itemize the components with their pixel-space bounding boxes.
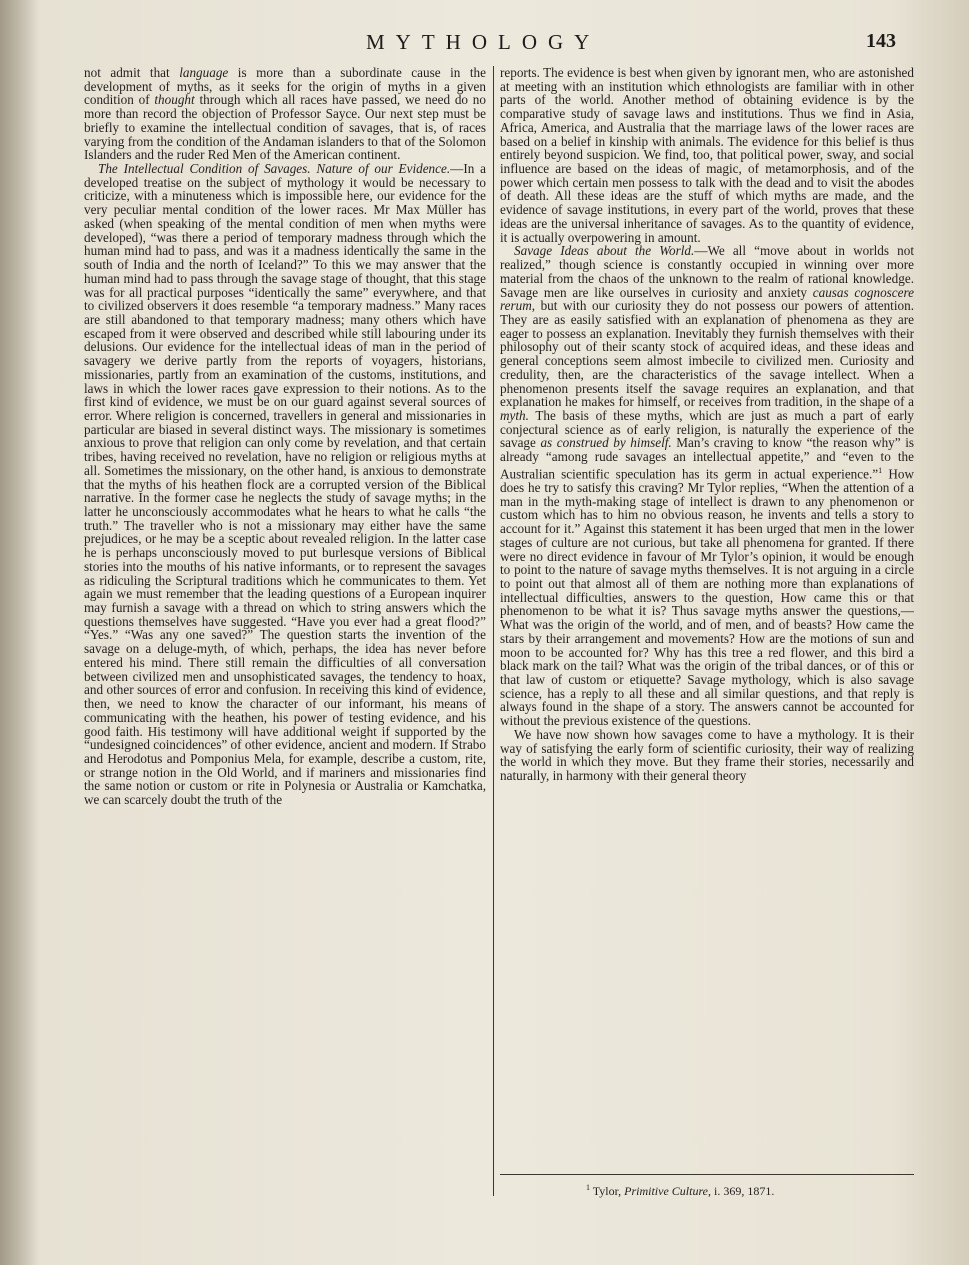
text-run: , i. 369, 1871. [708,1184,775,1198]
footnote-marker: 1 [878,465,883,475]
running-title: MYTHOLOGY [366,30,601,54]
italic-term: causas cognoscere rerum, [500,284,914,314]
paragraph [84,66,486,162]
left-column [84,66,486,807]
text-run: through which all races have passed, we need do no more than record the objection of Professor Sayce. Our next step must be briefly to examine the intellectual condition of savages, that is, of races varying from the condition of the Andaman islanders to that of the Solomon Islanders and the ruder Red Men of the American continent. [84,92,486,163]
text-run: The basis of these myths, which are just as much a part of early conjectural science as of early religion, is naturally the experience of the savage [500,407,914,451]
text-run: —In a developed treatise on the subject of mythology it would be necessary to criticize, with a minuteness which is impossible here, our evidence for the very peculiar mental condition of the lower races. Mr Max Müller has asked (when speaking of the mental condition of men when myths were developed), “was there a period of temporary madness through which the human mind had to pass, and was it a madness identically the same in the south of India and the north of Iceland?” To this we may answer that the human mind had to pass through the savage stage of thought, that this stage was for all practical purposes “identically the same” everywhere, and that to civilized observers it does resemble “a temporary madness.” Many races are still abandoned to that temporary madness; many others which have escaped from it were observed and described while still labouring under its delusions. Our evidence for the intellectual ideas of man in the period of savagery we derive partly from the reports of voyagers, historians, missionaries, partly from an examination of the customs, institutions, and laws in which the lower races gave expression to their notions. As to the first kind of evidence, we must be on our guard against several sources of error. Where religion is concerned, travellers in general and missionaries in particular are biased in several distinct ways. The missionary is sometimes anxious to prove that religion can only come by revelation, and that certain tribes, having received no revelation, have no religion or religious myths at all. Sometimes the missionary, on the other hand, is anxious to demonstrate that the myths of his heathen flock are a corrupted version of the Biblical narrative. In the former case he neglects the study of savage myths; in the latter he unconsciously accommodates what he hears to what he calls “the truth.” The traveller who is not a missionary may either have the same prejudices, or he may be a sceptic about revealed religion. In the latter case he is perhaps unconsciously moved to put burlesque versions of Biblical stories into the mouths of his native informants, or to represent the savages as ridiculing the Scriptural traditions which he communicates to them. Yet again we must remember that the leading questions of a European inquirer may furnish a savage with a thread on which to string answers which the questions themselves have suggested. “Have you ever had a great flood?” “Yes.” “Was any one saved?” The question starts the invention of the savage on a deluge-myth, of which, perhaps, the idea has never before entered his mind. There still remain the difficulties of all conversation between civilized men and unsophisticated savages, the tendency to hoax, and other sources of error and confusion. In receiving this kind of evidence, then, we need to know the character of our informant, his means of communicating with the heathen, his power of testing evidence, and his good faith. His testimony will have additional weight if supported by the “undesigned coincidences” of other evidence, ancient and modern. If Strabo and Herodotus and Pomponius Mela, for example, describe a custom, rite, or strange notion in the Old World, and if mariners and missionaries find the same notion or custom or rite in Polynesia or Australia or Kamchatka, we can scarcely doubt the truth of the [84,161,486,808]
paragraph: We have now shown how savages come to have a mythology. It is their way of satisfying the early form of scientific curiosity, their way of realizing the world in which they move. But they frame their stories, necessarily and naturally, in harmony with their general theory [500,726,914,784]
footnote [586,1183,774,1199]
italic-term: language [179,65,229,80]
text-run: Tylor, [590,1184,625,1198]
section-heading: Savage Ideas about the World. [514,243,695,259]
text-run: How does he try to satisfy this craving? Mr Tylor replies, “When the attention of a man in the myth-making stage of intellect is drawn to any phenomenon or custom which has to him no obvious reason, he invents and tells a story to account for it.” Against this statement it has been urged that men in the lower stages of culture are not curious, but take all phenomena for granted. If there were no direct evidence in favour of Mr Tylor’s opinion, it would be enough to point to the nature of savage myths themselves. It is not arguing in a circle to point out that almost all of them are nothing more than explanations of intellectual difficulties, answers to the question, How came this or that phenomenon to be what it is? Thus savage myths answer the questions,—What was the origin of the world, and of men, and of beasts? How came the stars by their arrangement and movements? How are the motions of sun and moon to be accounted for? Why has this tree a red flower, and this bird a black mark on the tail? What was the origin of the tribal dances, or of this or that law of custom or etiquette? Savage mythology, which is also savage science, has a reply to all these and all similar questions, and that reply is always found in the shape of a story. The answers cannot be accounted for without the previous existence of the questions. [500,466,914,729]
text-run: not admit that [84,65,180,80]
running-head [0,30,969,58]
text-run: but with our curiosity they do not possess our powers of attention. They are as easily satisfied with an explanation of phenomena as they are eager to possess an explanation. Inevitably they furnish themselves with their philosophy out of their scanty stock of acquired ideas, and these ideas and general conceptions seem almost imbecile to civilized men. Curiosity and credulity, then, are the characteristics of the savage intellect. When a phenomenon presents itself the savage requires an explanation, and that explanation he makes for himself, or receives from tradition, in the shape of a [500,298,914,410]
footnote-rule [500,1174,914,1175]
section-heading: The Intellectual Condition of Savages. Nature of our Evidence. [98,161,451,177]
text-run: —We all “move about in worlds not realized,” though science is constantly occupied in winning over more material from the chaos of the unknown to the realm of rational knowledge. Savage men are like ourselves in curiosity and anxiety [500,243,914,300]
paragraph [500,244,914,728]
text-run: Man’s craving to know “the reason why” is already “among rude savages an intellectual appetite,” and “even to the Australian scientific speculation has its germ in actual experience.” [500,435,914,482]
footnote-number: 1 [586,1183,590,1192]
italic-term: as construed by himself. [540,435,672,451]
right-column [500,66,914,783]
book-title: Primitive Culture [624,1184,709,1198]
page-number: 143 [866,30,896,52]
gutter-shadow [0,0,40,1265]
text-run: is more than a subordinate cause in the development of myths, as it seeks for the origin of myths in a given condition of [84,65,486,108]
italic-term: myth. [500,407,529,423]
column-divider [493,66,494,1196]
italic-term: thought [154,92,195,108]
paragraph [84,162,486,807]
paragraph: reports. The evidence is best when given by ignorant men, who are astonished at meeting with an institution which ethnologists are familiar with in other parts of the world. Another method of obtaining evidence is by the comparative study of savage laws and institutions. Thus we find in Asia, Africa, America, and Australia that the marriage laws of the lower races are based on a belief in kinship with animals. The evidence for this belief is thus entirely beyond suspicion. We find, too, that political power, sway, and social influence are based on the ideas of magic, of metamorphosis, and of the power which certain men possess to talk with the dead and to visit the abodes of death. All these ideas are the stuff of which myths are made, and the evidence of savage institutions, in every part of the world, proves that these ideas are the universal inheritance of savages. As to the quantity of evidence, it is actually overpowering in amount. [500,65,914,245]
